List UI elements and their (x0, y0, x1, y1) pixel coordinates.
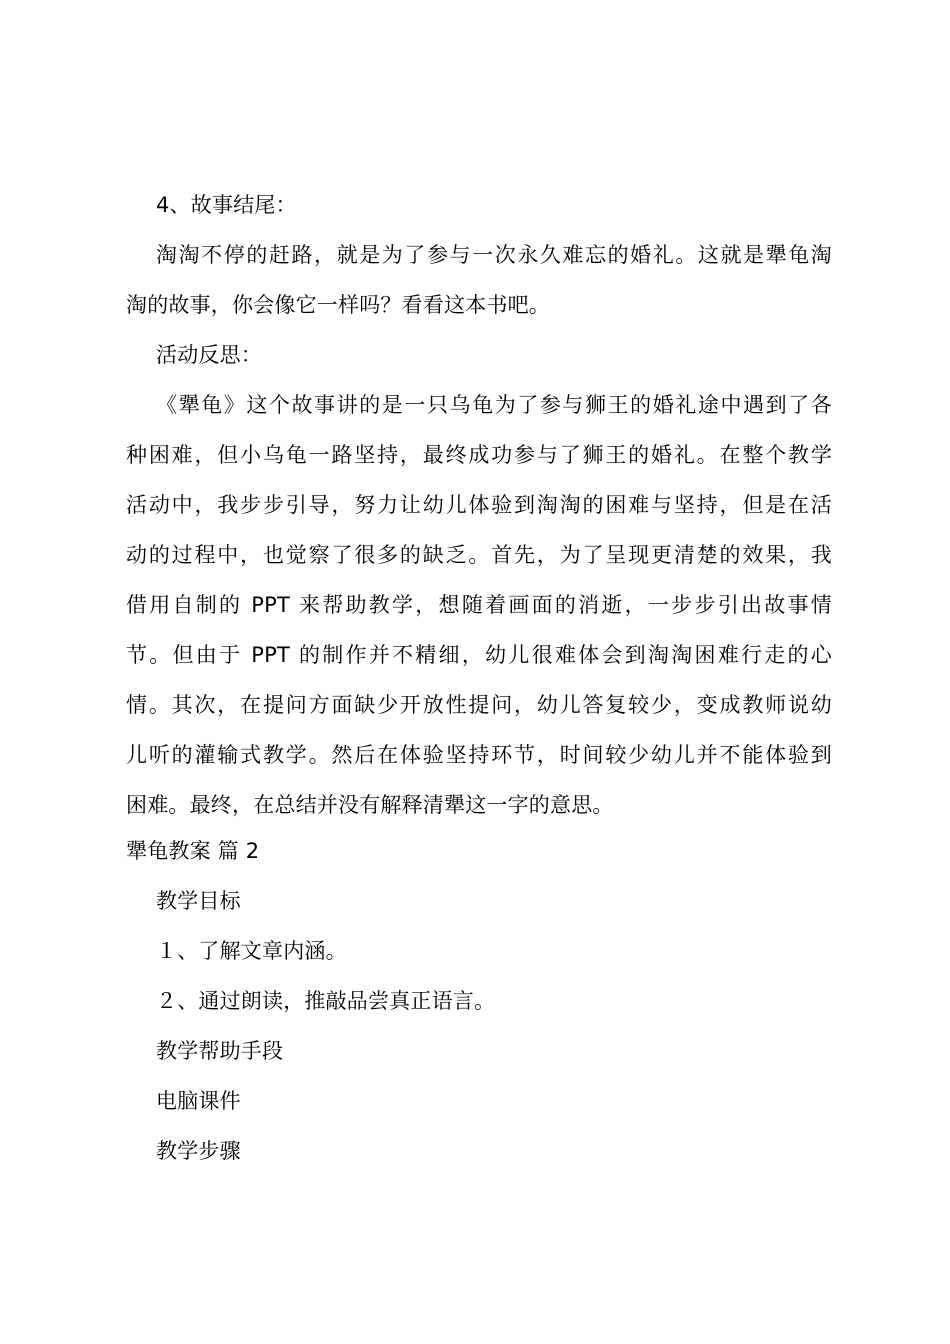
ending-paragraph (126, 230, 832, 330)
part2-title: 犟龟教案 篇 2 (126, 839, 260, 863)
reflection-line-1: 《犟龟》这个故事讲的是一只乌龟为了参与狮王的婚礼途中遇到了各 (156, 393, 832, 417)
goal-1: １、了解文章内涵。 (156, 939, 347, 963)
goal-2: ２、通过朗读，推敲品尝真正语言。 (156, 989, 496, 1013)
reflection-line-8: 儿听的灌输式教学。然后在体验坚持环节，时间较少幼儿并不能体验到 (126, 743, 832, 767)
teaching-goals-heading: 教学目标 (156, 889, 241, 913)
reflection-line-9: 困难。最终，在总结并没有解释清犟这一字的意思。 (126, 793, 614, 817)
ending-paragraph-line-2: 淘的故事，你会像它一样吗？看看这本书吧。 (126, 293, 550, 317)
steps-heading: 教学步骤 (156, 1139, 241, 1163)
ending-paragraph-line-1: 淘淘不停的赶路，就是为了参与一次永久难忘的婚礼。这就是犟龟淘 (156, 243, 832, 267)
reflection-heading: 活动反思： (156, 343, 262, 367)
reflection-line-4: 动的过程中，也觉察了很多的缺乏。首先，为了呈现更清楚的效果，我 (126, 543, 832, 567)
reflection-line-2: 种困难，但小乌龟一路坚持，最终成功参与了狮王的婚礼。在整个教学 (126, 443, 832, 467)
section-ending-heading: 4、故事结尾： (156, 193, 297, 217)
reflection-line-3: 活动中，我步步引导，努力让幼儿体验到淘淘的困难与坚持，但是在活 (126, 493, 832, 517)
aids-heading: 教学帮助手段 (156, 1039, 284, 1063)
reflection-line-7: 情。其次，在提问方面缺少开放性提问，幼儿答复较少，变成教师说幼 (126, 693, 832, 717)
aids-value: 电脑课件 (156, 1089, 241, 1113)
reflection-line-6: 节。但由于 PPT 的制作并不精细，幼儿很难体会到淘淘困难行走的心 (126, 643, 832, 667)
reflection-line-5: 借用自制的 PPT 来帮助教学，想随着画面的消逝，一步步引出故事情 (126, 593, 832, 617)
reflection-paragraph (126, 380, 832, 830)
